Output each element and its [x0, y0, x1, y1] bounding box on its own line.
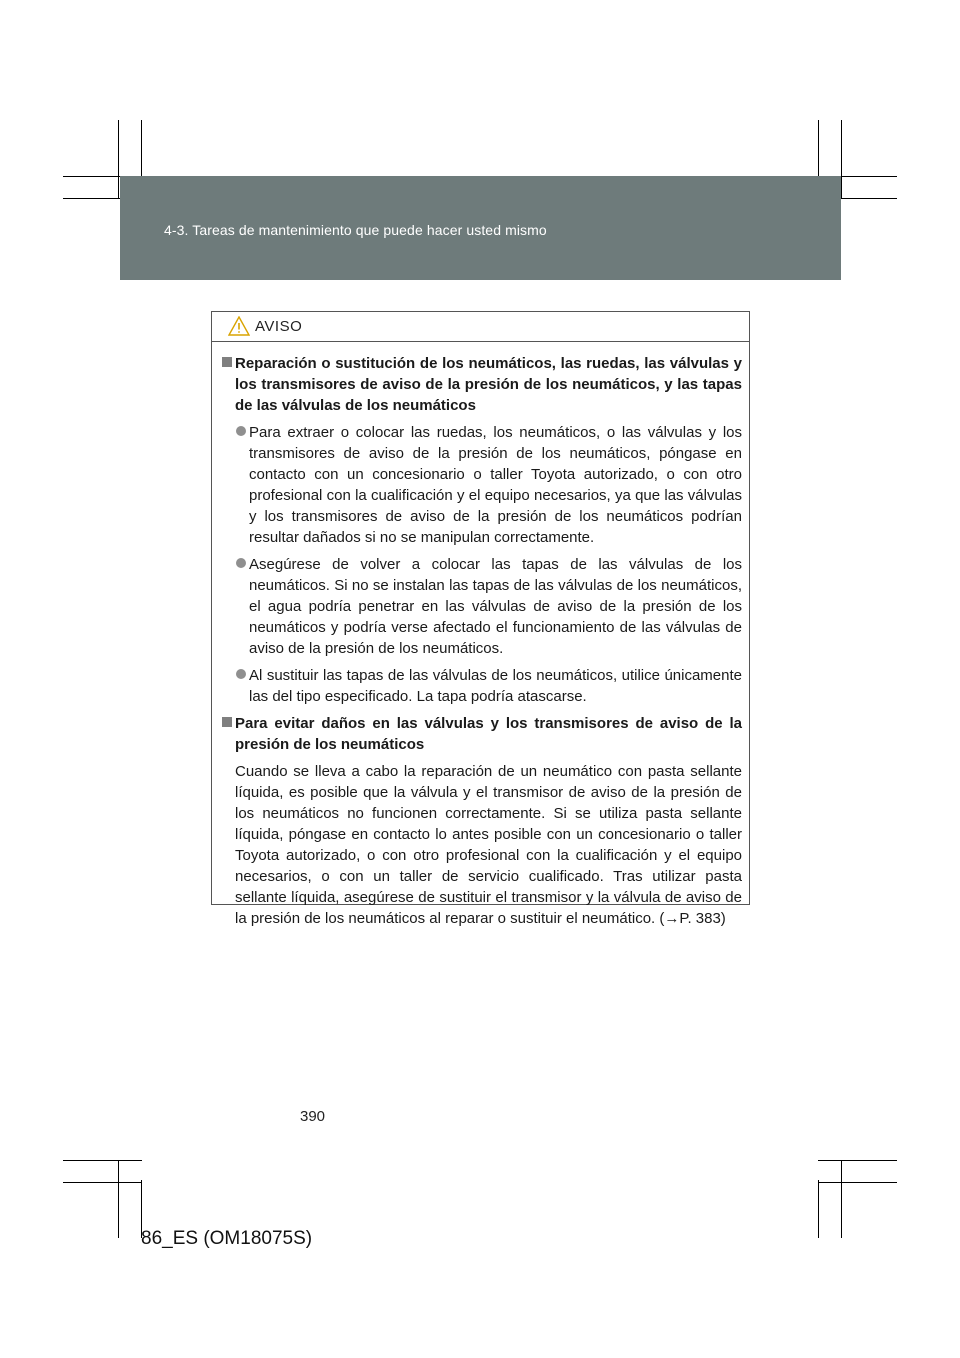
- round-bullet-icon: [236, 426, 246, 436]
- crop-mark: [841, 1160, 842, 1238]
- list-item-text: Al sustituir las tapas de las válvulas de los neumáticos, utilice únicamente las del tipo especificado. La tapa podría atascarse.: [249, 667, 742, 705]
- warning-box: [211, 311, 750, 927]
- warning-body: [212, 342, 749, 929]
- warning-title: AVISO: [255, 318, 303, 335]
- crop-mark: [63, 1182, 142, 1183]
- warning-triangle-icon: [228, 316, 250, 341]
- list-item-text: Para extraer o colocar las ruedas, los neumáticos, o las válvulas y los transmisores de aviso de la presión de los neumáticos, póngase en contacto con un concesionario o taller Toyota autorizado, o con otro profesional con la cualificación y el equipo necesarios, ya que las válvulas y los transmisores de aviso de la presión de los neumáticos podrían resultar dañados si no se manipulan correctamente.: [249, 424, 742, 546]
- round-bullet-icon: [236, 669, 246, 679]
- section-heading: Reparación o sustitución de los neumáticos, las ruedas, las válvulas y los transmisores de aviso de la presión de los neumáticos, y las tapas de las válvulas de los neumáticos: [235, 355, 742, 414]
- section-title: 4-3. Tareas de mantenimiento que puede hacer usted mismo: [164, 222, 547, 238]
- section-heading: Para evitar daños en las válvulas y los transmisores de aviso de la presión de los neumáticos: [235, 715, 742, 753]
- list-item: [235, 554, 742, 659]
- warning-section: [219, 713, 742, 929]
- warning-section: [219, 353, 742, 707]
- crop-mark: [841, 120, 842, 198]
- crop-mark: [818, 1182, 897, 1183]
- crop-mark: [818, 1160, 897, 1161]
- square-bullet-icon: [222, 357, 232, 367]
- crop-mark: [118, 120, 119, 198]
- crop-mark: [118, 1160, 119, 1238]
- crop-mark: [818, 1180, 819, 1238]
- list-item: [235, 422, 742, 548]
- crop-mark: [63, 1160, 142, 1161]
- page-number: 390: [300, 1108, 326, 1125]
- document-code: 86_ES (OM18075S): [141, 1228, 313, 1249]
- list-item: [235, 665, 742, 707]
- list-item-text: Asegúrese de volver a colocar las tapas de las válvulas de los neumáticos. Si no se instalan las tapas de las válvulas de los neumáticos, el agua podría penetrar en las válvulas de aviso de la presión de los neumáticos y podría verse afectado el funcionamiento de las válvulas de aviso de la presión de los neumáticos.: [249, 556, 742, 657]
- warning-header: [212, 312, 749, 342]
- section-paragraph: Cuando se lleva a cabo la reparación de un neumático con pasta sellante líquida, es posible que la válvula y el transmisor de aviso de la presión de los neumáticos no funcionen correctamente. Si se utiliza pasta sellante líquida, póngase en contacto lo antes posible con un concesionario o taller Toyota autorizado, o con otro profesional con la cualificación y el equipo necesarios, o con un taller de servicio cualificado. Tras utilizar pasta sellante líquida, asegúrese de sustituir el transmisor y la válvula de aviso de la presión de los neumáticos al reparar o sustituir el neumático. (→P. 383): [235, 763, 742, 927]
- round-bullet-icon: [236, 558, 246, 568]
- square-bullet-icon: [222, 717, 232, 727]
